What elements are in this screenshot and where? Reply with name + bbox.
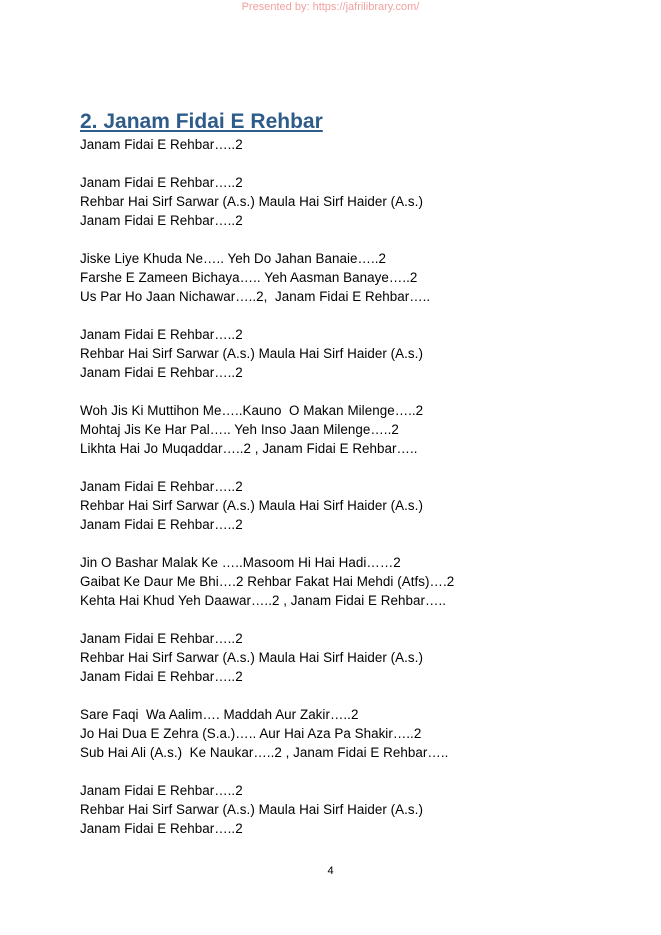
stanza: [80, 401, 600, 458]
lyric-line: Sub Hai Ali (A.s.) Ke Naukar…..2 , Janam Fidai E Rehbar…..: [80, 745, 449, 760]
stanza: [80, 553, 600, 610]
stanza-spacer: [80, 306, 600, 325]
lyric-line: Janam Fidai E Rehbar…..2: [80, 479, 243, 494]
lyric-line: Sare Faqi Wa Aalim…. Maddah Aur Zakir…..2: [80, 707, 359, 722]
lyric-line: Janam Fidai E Rehbar…..2: [80, 365, 243, 380]
stanza: [80, 781, 600, 838]
lyric-line: Farshe E Zameen Bichaya….. Yeh Aasman Banaye…..2: [80, 270, 418, 285]
stanza: [80, 705, 600, 762]
lyric-line: Janam Fidai E Rehbar…..2: [80, 175, 243, 190]
stanza-spacer: [80, 610, 600, 629]
lyric-line: Rehbar Hai Sirf Sarwar (A.s.) Maula Hai Sirf Haider (A.s.): [80, 194, 423, 209]
stanza: [80, 135, 600, 154]
stanza: [80, 249, 600, 306]
lyric-line: Janam Fidai E Rehbar…..2: [80, 783, 243, 798]
section-title: 2. Janam Fidai E Rehbar: [80, 110, 323, 133]
page-number: 4: [327, 865, 334, 877]
stanza-spacer: [80, 534, 600, 553]
lyric-line: Kehta Hai Khud Yeh Daawar…..2 , Janam Fidai E Rehbar…..: [80, 593, 446, 608]
lyric-line: Janam Fidai E Rehbar…..2: [80, 631, 243, 646]
lyric-line: Janam Fidai E Rehbar…..2: [80, 137, 243, 152]
lyric-line: Rehbar Hai Sirf Sarwar (A.s.) Maula Hai Sirf Haider (A.s.): [80, 802, 423, 817]
lyric-line: Janam Fidai E Rehbar…..2: [80, 213, 243, 228]
lyric-line: Jiske Liye Khuda Ne….. Yeh Do Jahan Banaie…..2: [80, 251, 387, 266]
stanza: [80, 629, 600, 686]
stanza: [80, 173, 600, 230]
lyric-line: Woh Jis Ki Muttihon Me…..Kauno O Makan Milenge…..2: [80, 403, 424, 418]
stanza-spacer: [80, 762, 600, 781]
stanza-spacer: [80, 230, 600, 249]
lyric-line: Gaibat Ke Daur Me Bhi….2 Rehbar Fakat Hai Mehdi (Atfs)….2: [80, 574, 455, 589]
stanza-spacer: [80, 686, 600, 705]
lyric-line: Janam Fidai E Rehbar…..2: [80, 669, 243, 684]
lyric-line: Us Par Ho Jaan Nichawar…..2, Janam Fidai E Rehbar…..: [80, 289, 431, 304]
lyric-line: Likhta Hai Jo Muqaddar…..2 , Janam Fidai E Rehbar…..: [80, 441, 418, 456]
lyrics-body: [80, 135, 600, 838]
lyric-line: Jo Hai Dua E Zehra (S.a.)….. Aur Hai Aza Pa Shakir…..2: [80, 726, 422, 741]
lyric-line: Rehbar Hai Sirf Sarwar (A.s.) Maula Hai Sirf Haider (A.s.): [80, 346, 423, 361]
lyric-line: Mohtaj Jis Ke Har Pal….. Yeh Inso Jaan Milenge…..2: [80, 422, 399, 437]
lyric-line: Rehbar Hai Sirf Sarwar (A.s.) Maula Hai Sirf Haider (A.s.): [80, 498, 423, 513]
watermark-text: Presented by: https://jafrilibrary.com/: [241, 1, 420, 13]
lyric-line: Rehbar Hai Sirf Sarwar (A.s.) Maula Hai Sirf Haider (A.s.): [80, 650, 423, 665]
lyric-line: Janam Fidai E Rehbar…..2: [80, 327, 243, 342]
lyric-line: Jin O Bashar Malak Ke …..Masoom Hi Hai Hadi……2: [80, 555, 401, 570]
lyric-line: Janam Fidai E Rehbar…..2: [80, 821, 243, 836]
stanza-spacer: [80, 458, 600, 477]
stanza-spacer: [80, 382, 600, 401]
stanza: [80, 477, 600, 534]
stanza: [80, 325, 600, 382]
stanza-spacer: [80, 154, 600, 173]
lyric-line: Janam Fidai E Rehbar…..2: [80, 517, 243, 532]
